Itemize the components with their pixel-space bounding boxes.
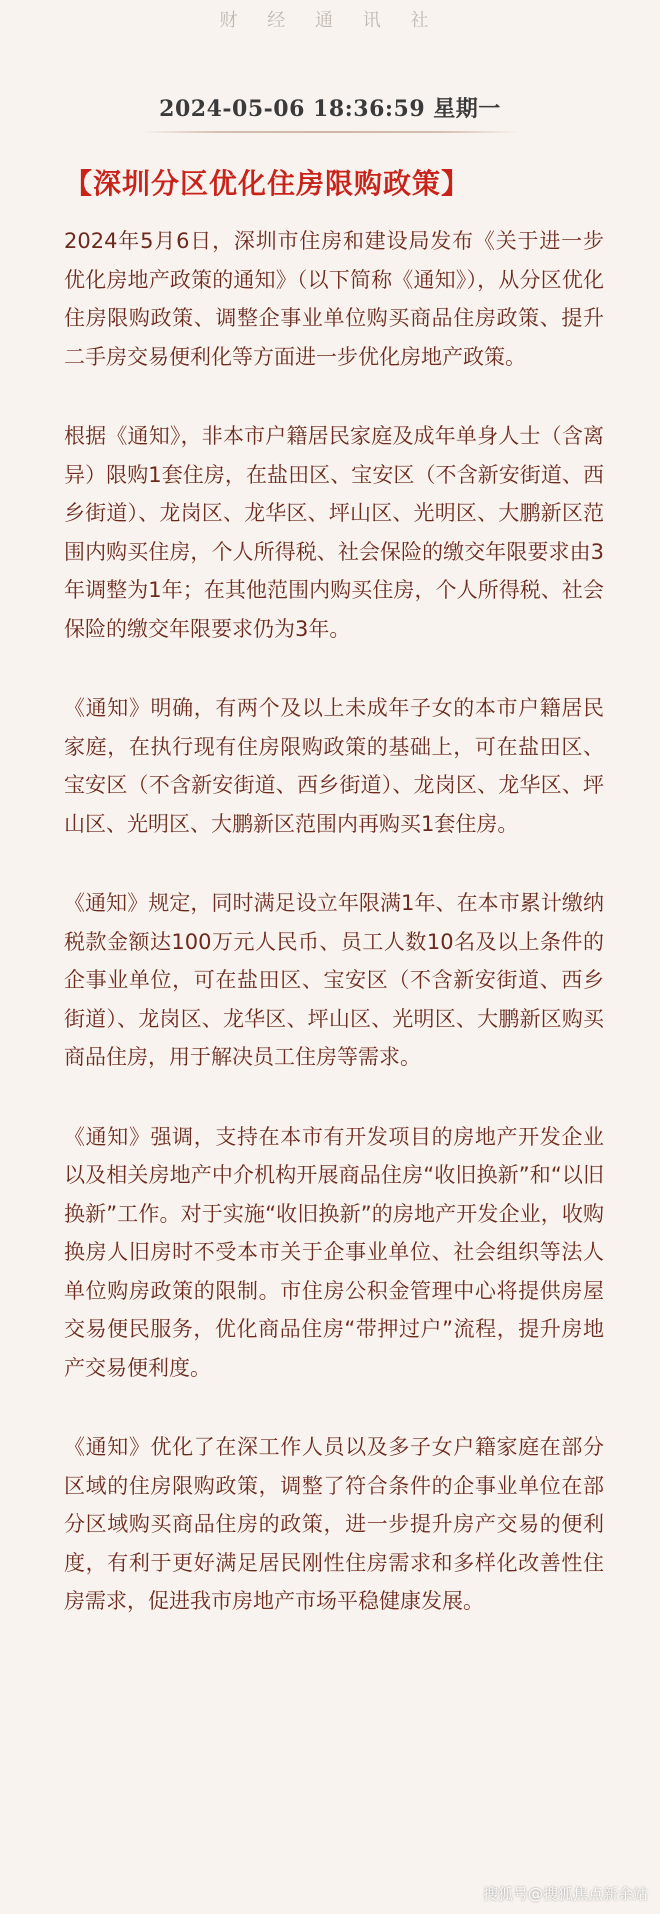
publish-datetime: 2024-05-06 18:36:59 星期一 [141, 84, 519, 133]
source-watermark: 搜狐号@搜狐焦点新余站 [482, 1885, 648, 1903]
paragraph-trade-in: 《通知》强调，支持在本市有开发项目的房地产开发企业以及相关房地产中介机构开展商品住房“收旧换新”和“以旧换新”工作。对于实施“收旧换新”的房地产开发企业，收购换房人旧房时不受本市关于企事业单位、社会组织等法人单位购房政策的限制。市住房公积金管理中心将提供房屋交易便民服务，优化商品住房“带押过户”流程，提升房地产交易便利度。 [64, 1124, 604, 1380]
article-headline: 【深圳分区优化住房限购政策】 [64, 167, 471, 200]
article-body [64, 222, 604, 1662]
paragraph-multi-child: 《通知》明确，有两个及以上未成年子女的本市户籍居民家庭，在执行现有住房限购政策的基础上，可在盐田区、宝安区（不含新安街道、西乡街道）、龙岗区、龙华区、坪山区、光明区、大鹏新区范围内再购买1套住房。 [64, 696, 604, 836]
paragraph-summary: 《通知》优化了在深工作人员以及多子女户籍家庭在部分区域的住房限购政策，调整了符合条件的企事业单位在部分区域购买商品住房的政策，进一步提升房产交易的便利度，有利于更好满足居民刚性住房需求和多样化改善性住房需求，促进我市房地产市场平稳健康发展。 [64, 1435, 604, 1613]
datetime-bar [0, 84, 660, 133]
paragraph-purchase-limit: 根据《通知》，非本市户籍居民家庭及成年单身人士（含离异）限购1套住房，在盐田区、宝安区（不含新安街道、西乡街道）、龙岗区、龙华区、坪山区、光明区、大鹏新区范围内购买住房，个人所得税、社会保险的缴交年限要求由3年调整为1年；在其他范围内购买住房，个人所得税、社会保险的缴交年限要求仍为3年。 [64, 424, 604, 641]
masthead-title: 财 经 通 讯 社 [219, 10, 441, 31]
paragraph-enterprise: 《通知》规定，同时满足设立年限满1年、在本市累计缴纳税款金额达100万元人民币、员工人数10名及以上条件的企事业单位，可在盐田区、宝安区（不含新安街道、西乡街道）、龙岗区、龙华区、坪山区、光明区、大鹏新区购买商品住房，用于解决员工住房等需求。 [64, 891, 604, 1069]
paragraph-intro: 2024年5月6日，深圳市住房和建设局发布《关于进一步优化房地产政策的通知》（以下简称《通知》），从分区优化住房限购政策、调整企事业单位购买商品住房政策、提升二手房交易便利化等方面进一步优化房地产政策。 [64, 229, 604, 369]
